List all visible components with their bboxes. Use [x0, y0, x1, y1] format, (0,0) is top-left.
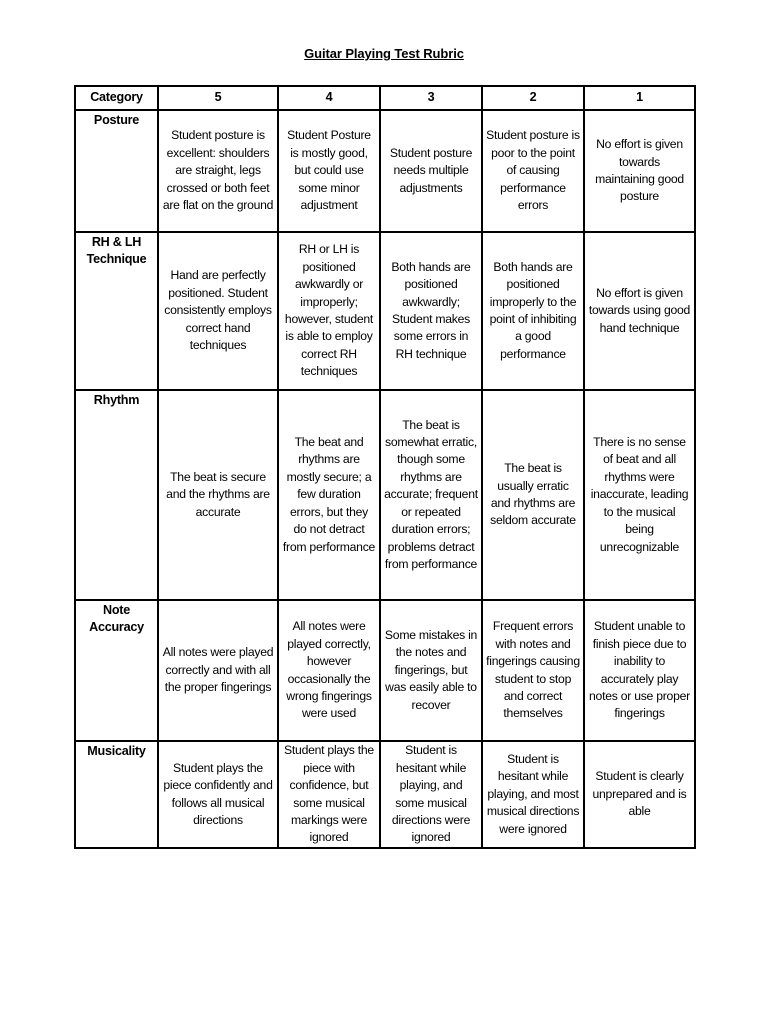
criteria-cell: There is no sense of beat and all rhythms were inaccurate, leading to the musical being unrecognizable [584, 390, 695, 600]
rubric-table [74, 85, 696, 849]
criteria-cell: Student plays the piece with confidence, but some musical markings were ignored [278, 741, 380, 848]
criteria-cell: Student is hesitant while playing, and some musical directions were ignored [380, 741, 482, 848]
criteria-cell: All notes were played correctly, however occasionally the wrong fingerings were used [278, 600, 380, 741]
criteria-cell: Student posture is poor to the point of causing performance errors [482, 110, 584, 232]
criteria-cell: Both hands are positioned improperly to the point of inhibiting a good performance [482, 232, 584, 390]
table-row [75, 390, 695, 600]
criteria-cell: The beat is usually erratic and rhythms are seldom accurate [482, 390, 584, 600]
category-cell: RH & LH Technique [75, 232, 158, 390]
criteria-cell: The beat is somewhat erratic, though some rhythms are accurate; frequent or repeated duration errors; problems detract from performance [380, 390, 482, 600]
criteria-cell: Student is clearly unprepared and is able [584, 741, 695, 848]
criteria-cell: The beat and rhythms are mostly secure; a few duration errors, but they do not detract from performance [278, 390, 380, 600]
header-cell-score-2: 2 [482, 86, 584, 110]
criteria-cell: Frequent errors with notes and fingerings causing student to stop and correct themselves [482, 600, 584, 741]
header-cell-score-1: 1 [584, 86, 695, 110]
header-row [75, 86, 695, 110]
criteria-cell: The beat is secure and the rhythms are accurate [158, 390, 278, 600]
category-cell: Posture [75, 110, 158, 232]
category-cell: Musicality [75, 741, 158, 848]
criteria-cell: RH or LH is positioned awkwardly or improperly; however, student is able to employ correct RH techniques [278, 232, 380, 390]
criteria-cell: No effort is given towards maintaining good posture [584, 110, 695, 232]
criteria-cell: Student posture needs multiple adjustments [380, 110, 482, 232]
header-cell-score-5: 5 [158, 86, 278, 110]
criteria-cell: Student Posture is mostly good, but could use some minor adjustment [278, 110, 380, 232]
criteria-cell: No effort is given towards using good hand technique [584, 232, 695, 390]
table-row [75, 741, 695, 848]
criteria-cell: All notes were played correctly and with all the proper fingerings [158, 600, 278, 741]
criteria-cell: Some mistakes in the notes and fingerings, but was easily able to recover [380, 600, 482, 741]
table-row [75, 232, 695, 390]
header-cell-category: Category [75, 86, 158, 110]
criteria-cell: Student plays the piece confidently and follows all musical directions [158, 741, 278, 848]
category-cell: Note Accuracy [75, 600, 158, 741]
criteria-cell: Student is hesitant while playing, and most musical directions were ignored [482, 741, 584, 848]
criteria-cell: Student posture is excellent: shoulders are straight, legs crossed or both feet are flat on the ground [158, 110, 278, 232]
document-title: Guitar Playing Test Rubric [304, 46, 464, 61]
header-cell-score-4: 4 [278, 86, 380, 110]
table-row [75, 600, 695, 741]
criteria-cell: Both hands are positioned awkwardly; Student makes some errors in RH technique [380, 232, 482, 390]
header-cell-score-3: 3 [380, 86, 482, 110]
criteria-cell: Student unable to finish piece due to inability to accurately play notes or use proper fingerings [584, 600, 695, 741]
category-cell: Rhythm [75, 390, 158, 600]
table-row [75, 110, 695, 232]
criteria-cell: Hand are perfectly positioned. Student consistently employs correct hand techniques [158, 232, 278, 390]
